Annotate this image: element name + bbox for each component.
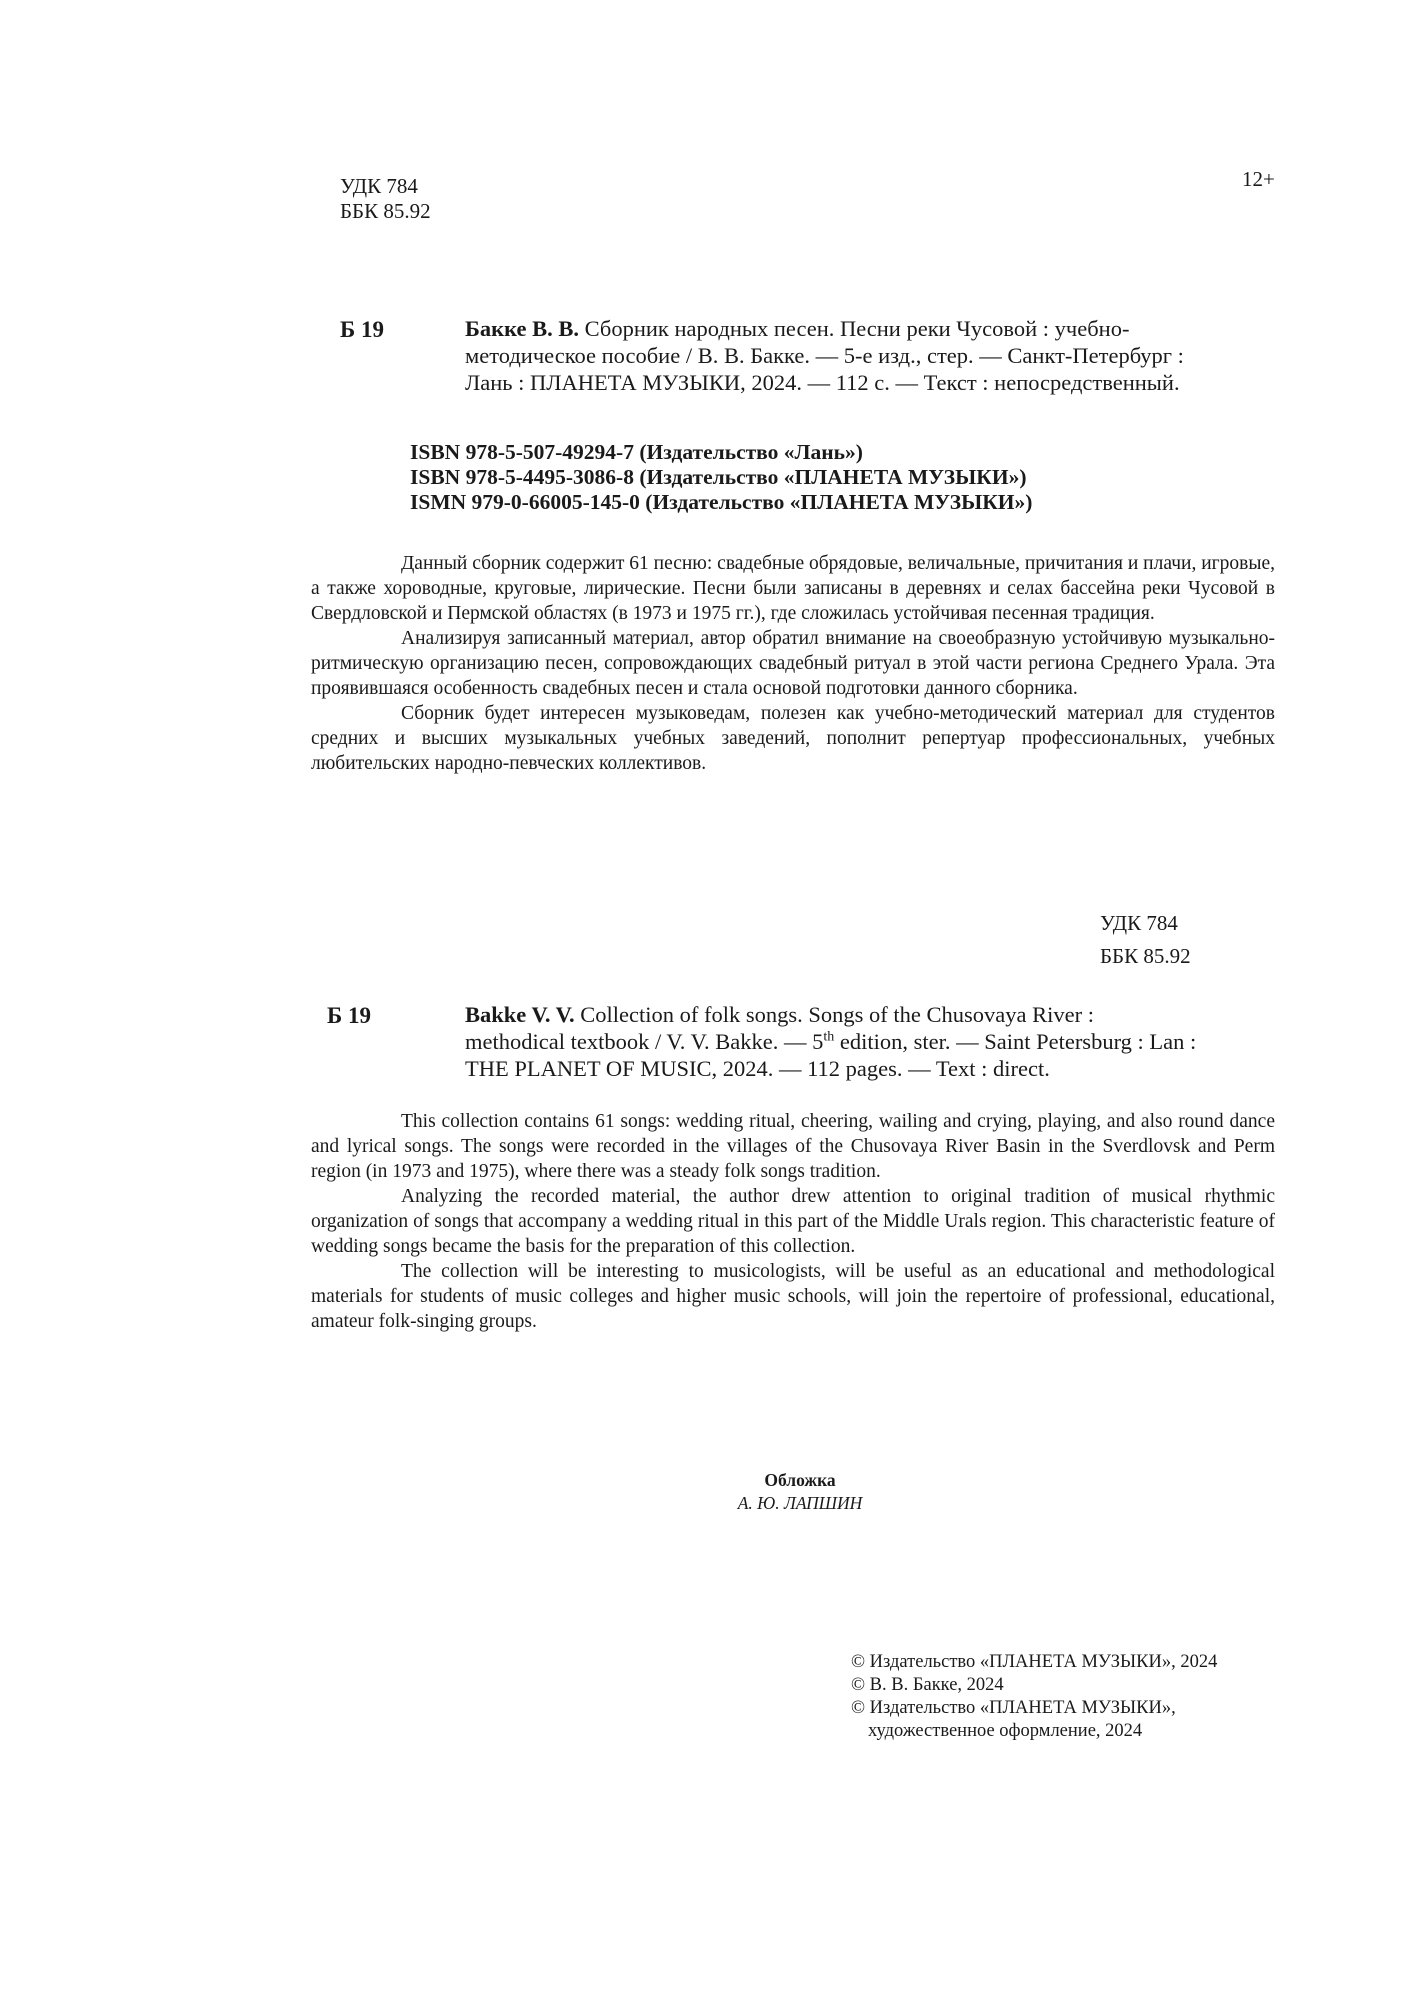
cover-designer: А. Ю. ЛАПШИН [737, 1493, 863, 1513]
abstract-en [311, 1109, 1275, 1334]
bibliographic-entry-ru [465, 315, 1261, 396]
copyright-line: © В. В. Бакке, 2024 [851, 1675, 1004, 1695]
author-en: Bakke V. V. [465, 1002, 575, 1027]
catalog-id-en: Б 19 [327, 1003, 371, 1028]
classification-codes-en [1100, 907, 1191, 973]
author-ru: Бакке В. В. [465, 316, 579, 341]
abstract-ru-paragraph: Сборник будет интересен музыковедам, полезен как учебно-методический материал для студентов средних и высших музыкальных учебных заведений, пополнит репертуар профессиональных, учебных любительских народно-певческих коллективов. [311, 703, 1275, 774]
abstract-ru [311, 551, 1275, 776]
title-en: Collection of folk songs. Songs of the Chusovaya River : [574, 1002, 1094, 1027]
copyright-line: © Издательство «ПЛАНЕТА МУЗЫКИ», 2024 [851, 1652, 1218, 1672]
abstract-ru-paragraph: Данный сборник содержит 61 песню: свадебные обрядовые, величальные, причитания и плачи, игровые, а также хороводные, круговые, лирические. Песни были записаны в деревнях и селах бассейна реки Чусовой в Свердловской и Пермской областях (в 1973 и 1975 гг.), где сложилась устойчивая песенная традиция. [311, 553, 1275, 624]
bibliographic-entry-en [465, 1001, 1261, 1082]
bbk-code: ББК 85.92 [340, 199, 431, 223]
title-ru: Сборник народных песен. Песни реки Чусовой : учебно- [579, 316, 1130, 341]
isbn-lan: ISBN 978-5-507-49294-7 (Издательство «Лань») [410, 440, 863, 464]
udk-code: УДК 784 [340, 174, 418, 198]
copyright-line: © Издательство «ПЛАНЕТА МУЗЫКИ», [851, 1698, 1176, 1718]
classification-codes-ru [340, 174, 431, 224]
age-rating: 12+ [1242, 167, 1275, 191]
ismn-planeta: ISMN 979-0-66005-145-0 (Издательство «ПЛАНЕТА МУЗЫКИ») [410, 490, 1033, 514]
catalog-id-ru: Б 19 [340, 317, 384, 342]
abstract-en-paragraph: Analyzing the recorded material, the author drew attention to original tradition of musical rhythmic organization of songs that accompany a wedding ritual in this part of the Middle Urals region. This characteristic feature of wedding songs became the basis for the preparation of this collection. [311, 1186, 1275, 1257]
copyright-block [851, 1651, 1217, 1743]
isbn-block [410, 440, 1032, 515]
isbn-planeta: ISBN 978-5-4495-3086-8 (Издательство «ПЛАНЕТА МУЗЫКИ») [410, 465, 1027, 489]
cover-credit [720, 1469, 880, 1515]
udk-code: УДК 784 [1100, 911, 1178, 935]
abstract-ru-paragraph: Анализируя записанный материал, автор обратил внимание на своеобразную устойчивую музыкально-ритмическую организацию песен, сопровождающих свадебный ритуал в этой части региона Среднего Урала. Эта проявившаяся особенность свадебных песен и стала основой подготовки данного сборника. [311, 628, 1275, 699]
cover-label: Обложка [764, 1470, 836, 1490]
abstract-en-paragraph: The collection will be interesting to musicologists, will be useful as an educational and methodological materials for students of music colleges and higher music schools, will join the repertoire of professional, educational, amateur folk-singing groups. [311, 1261, 1275, 1332]
biblio-line-ru-3: Лань : ПЛАНЕТА МУЗЫКИ, 2024. — 112 с. — Текст : непосредственный. [465, 370, 1180, 395]
biblio-line-ru-2: методическое пособие / В. В. Бакке. — 5-е изд., стер. — Санкт-Петербург : [465, 343, 1184, 368]
abstract-en-paragraph: This collection contains 61 songs: wedding ritual, cheering, wailing and crying, playing, and also round dance and lyrical songs. The songs were recorded in the villages of the Chusovaya River Basin in the Sverdlovsk and Perm region (in 1973 and 1975), where there was a steady folk songs tradition. [311, 1111, 1275, 1182]
biblio-line-en-2b: edition, ster. — Saint Petersburg : Lan : [834, 1029, 1197, 1054]
biblio-line-en-3: THE PLANET OF MUSIC, 2024. — 112 pages. — Text : direct. [465, 1056, 1050, 1081]
bbk-code: ББК 85.92 [1100, 944, 1191, 968]
biblio-line-en-2a: methodical textbook / V. V. Bakke. — 5 [465, 1029, 824, 1054]
edition-superscript: th [823, 1029, 835, 1045]
copyright-line: художественное оформление, 2024 [868, 1721, 1143, 1741]
